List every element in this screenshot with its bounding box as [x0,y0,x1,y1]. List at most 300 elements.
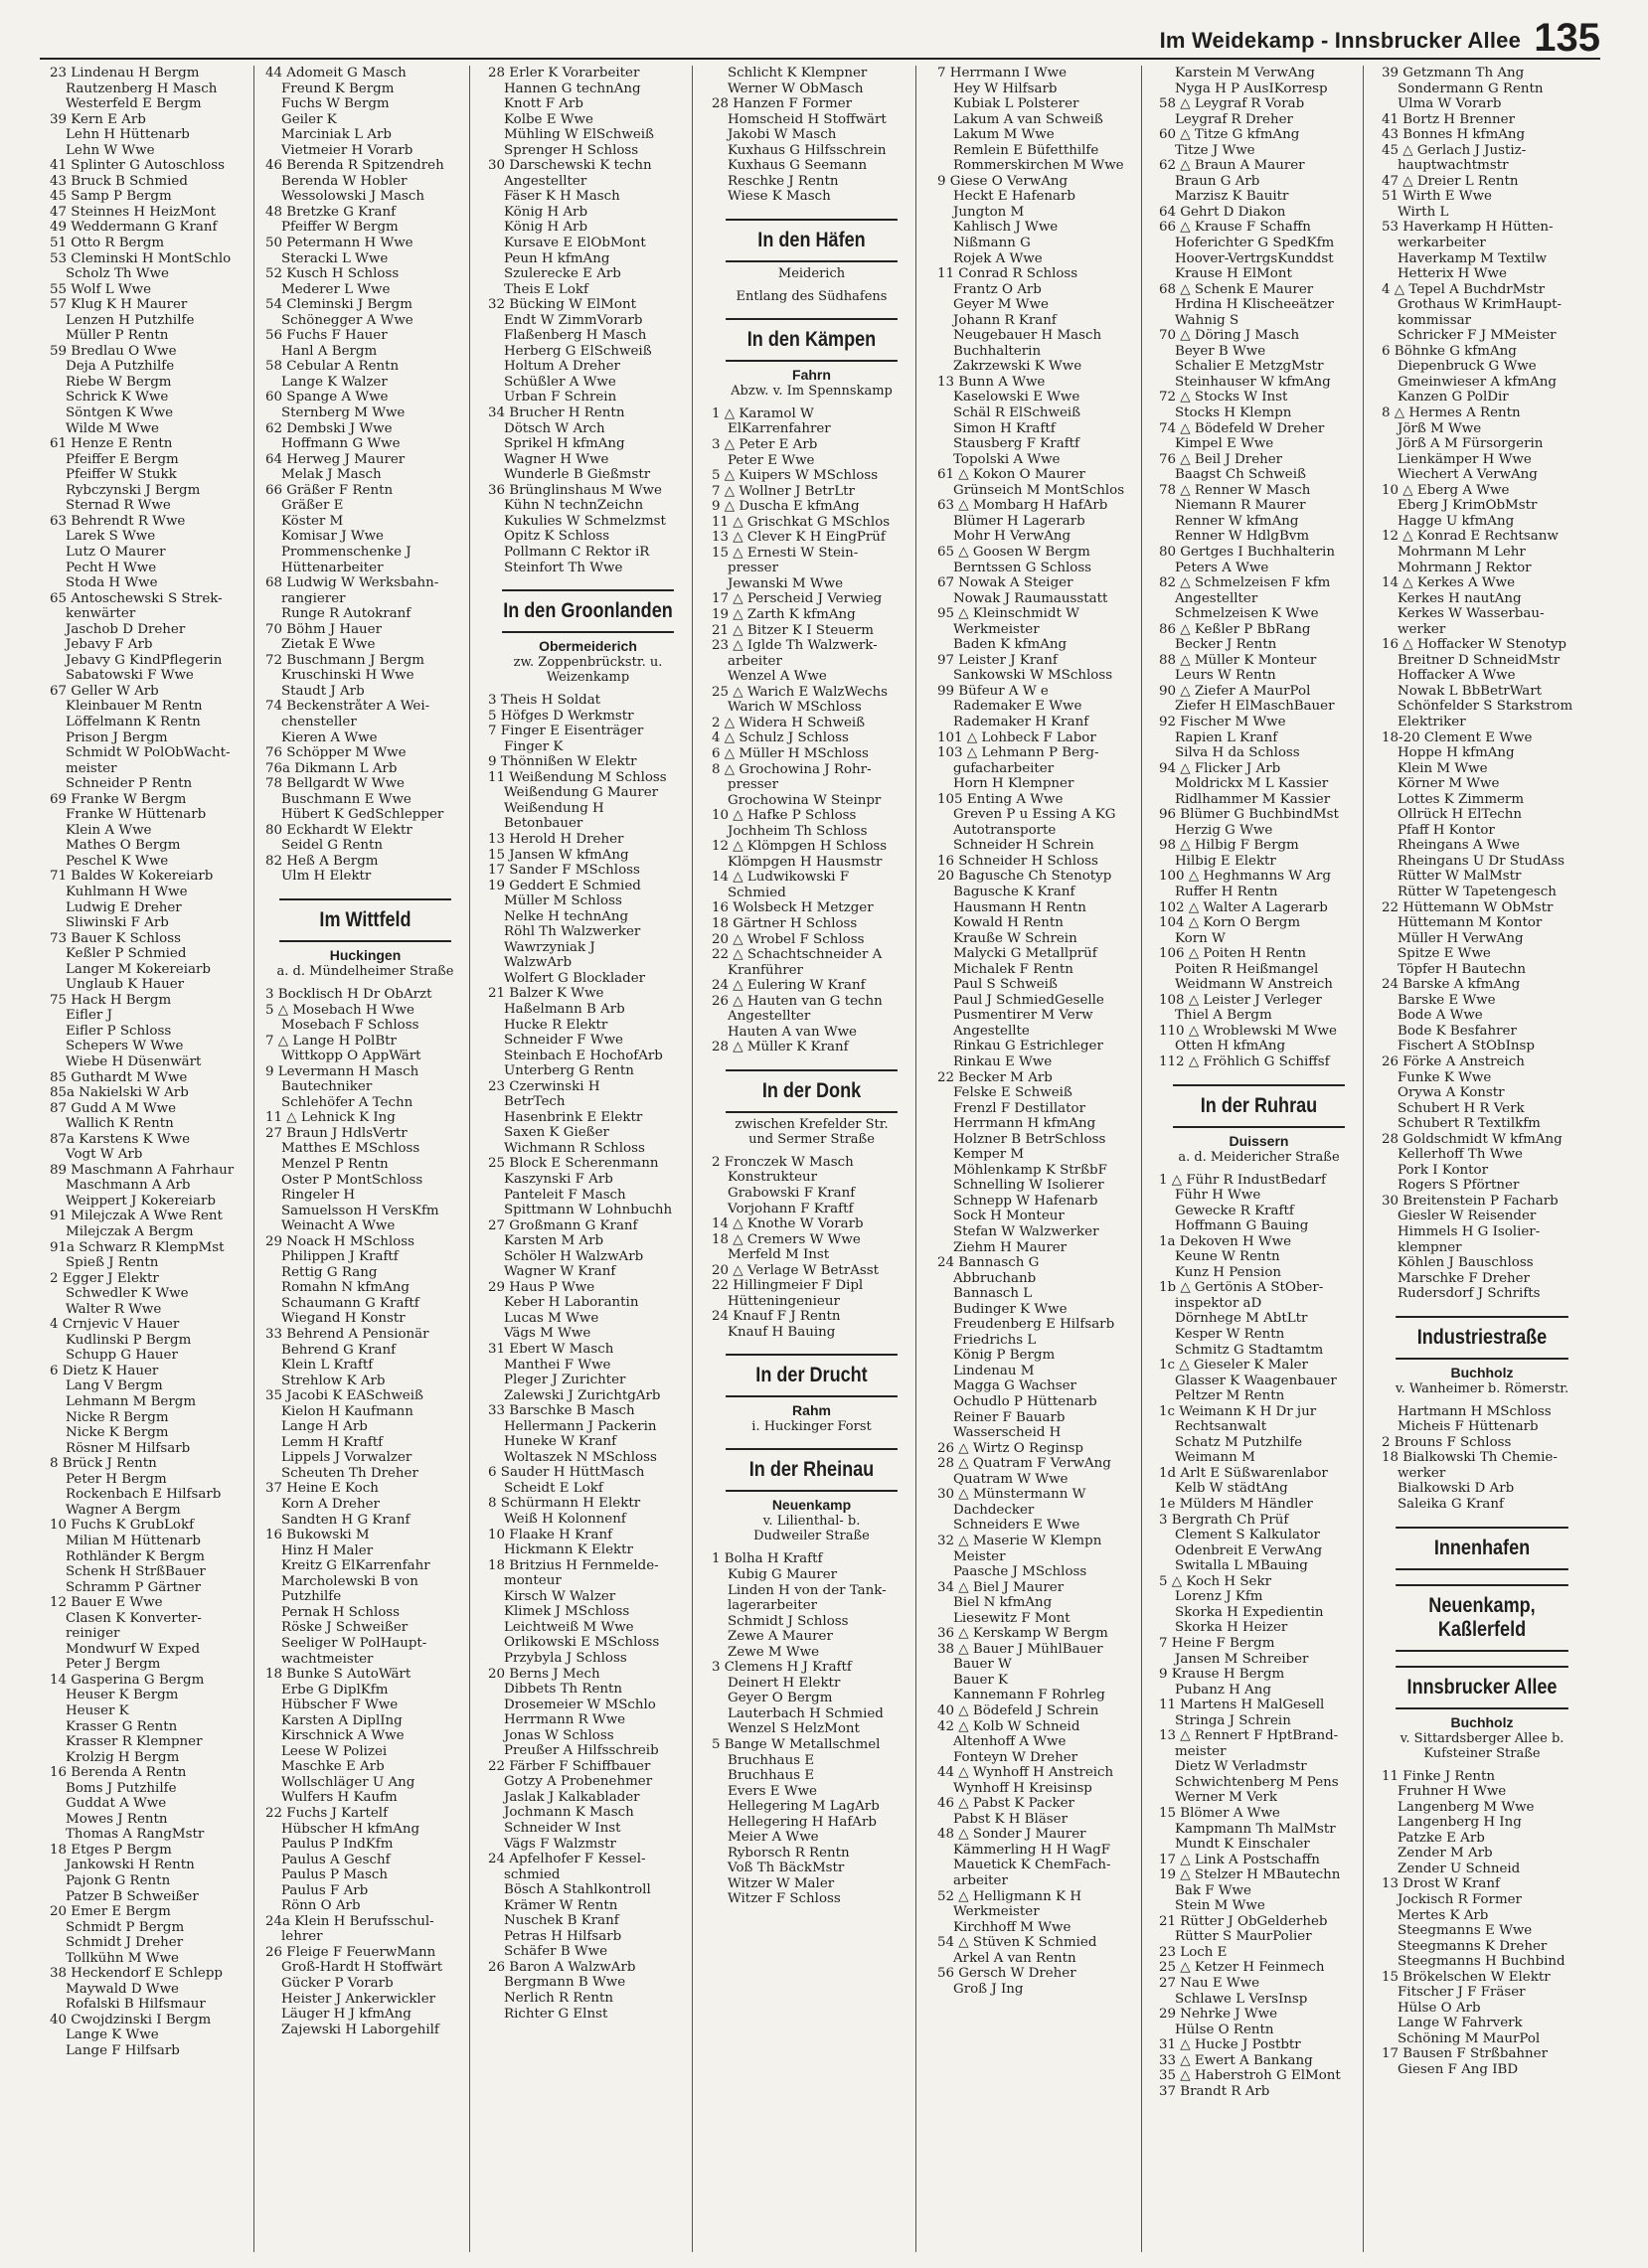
resident-entry: Kampmann Th MalMstr [1175,1821,1336,1837]
resident-entry: 28 Hanzen F Former [712,96,853,112]
resident-entry: Kanzen G PolDir [1398,390,1509,405]
resident-entry: kommissar [1398,312,1471,328]
resident-entry: Schenk H StrßBauer [66,1564,206,1580]
resident-entry: Barske E Wwe [1398,992,1496,1008]
resident-entry: wachtmeister [281,1651,374,1667]
resident-entry: Peters A Wwe [1175,560,1269,575]
resident-entry: 98 △ Hilbig F Bergm [1159,838,1299,854]
resident-entry: 12 △ Klömpgen H Schloss [712,839,888,855]
resident-entry: lehrer [281,1929,323,1945]
resident-entry: 2 Brouns F Schloss [1382,1434,1512,1450]
resident-entry: 5 Höfges D Werkmstr [488,708,634,724]
resident-entry: 1 Bolha H Kraftf [712,1551,823,1567]
resident-entry: Mühling W ElSchweiß [504,127,654,143]
page-header [40,14,1600,60]
resident-entry: Dachdecker [953,1502,1035,1518]
resident-entry: 55 Wolf L Wwe [50,281,152,297]
resident-entry: 46 △ Pabst K Packer [937,1796,1074,1812]
resident-entry: Greven P u Essing A KG [953,807,1116,823]
resident-entry: Schneider H Schrein [953,838,1094,854]
resident-entry: Heuser K Bergm [66,1688,179,1703]
resident-entry: Horn H Klempner [953,776,1074,792]
resident-entry: Dötsch W Arch [504,420,605,436]
resident-entry: 39 Kern E Arb [50,111,146,127]
resident-entry: Schäl R ElSchweiß [953,405,1081,421]
resident-entry: 49 Weddermann G Kranf [50,220,218,236]
resident-entry: Steegmanns H Buchbind [1398,1954,1566,1970]
resident-entry: Rheingans U Dr StudAss [1398,853,1565,869]
resident-entry: 15 Jansen W kfmAng [488,847,629,863]
resident-entry: Paulus P IndKfm [281,1837,394,1853]
street-heading: Im Wittfeld [279,898,451,942]
resident-entry: Rogers S Pförtner [1398,1178,1520,1194]
resident-entry: Lakum A van Schweiß [953,111,1103,127]
resident-entry: Fonteyn W Dreher [953,1749,1078,1765]
resident-entry: Schwichtenberg M Pens [1175,1774,1339,1790]
resident-entry: 7 △ Lange H PolBtr [265,1033,397,1049]
resident-entry: Spittmann W Lohnbuchh [504,1203,673,1218]
resident-entry: Kruschinski H Wwe [281,668,414,684]
street-heading: In der Rheinau [726,1448,898,1492]
resident-entry: 47 △ Dreier L Rentn [1382,173,1519,189]
resident-entry: Keber H Laborantin [504,1295,639,1311]
resident-entry: Hilbig E Elektr [1175,853,1276,869]
resident-entry: inspektor aD [1175,1295,1262,1311]
resident-entry: Hagge U kfmAng [1398,513,1515,529]
resident-entry: Manthei F Wwe [504,1357,611,1373]
resident-entry: Patzer B Schweißer [66,1888,199,1904]
resident-entry: Weißendung G Maurer [504,785,659,801]
resident-entry: 99 Büfeur A W e [937,683,1049,699]
resident-entry: Rettig G Rang [281,1264,378,1280]
resident-entry: 74 Beckenstråter A Wei- [265,699,430,715]
resident-entry: Köhlen J Bauschloss [1398,1255,1534,1271]
resident-entry: Hülse O Rentn [1175,2022,1274,2037]
resident-entry: 40 Cwojdzinski I Bergm [50,2012,212,2027]
resident-entry: Prison J Bergm [66,729,168,745]
resident-entry: Schwedler K Wwe [66,1286,189,1302]
resident-entry: Leese W Polizei [281,1743,388,1759]
resident-entry: Haßelmann B Arb [504,1001,625,1017]
resident-entry: Wollschläger U Ang [281,1774,415,1790]
resident-entry: Melak J Masch [281,467,382,483]
resident-entry: Wittkopp O AppWärt [281,1049,421,1064]
resident-entry: Geiler K [281,111,337,127]
resident-entry: Weippert J Kokereiarb [66,1193,216,1209]
resident-entry: 91 Milejczak A Wwe Rent [50,1209,223,1224]
resident-entry: Eifler P Schloss [66,1023,172,1039]
resident-entry: Peun H kfmAng [504,250,610,266]
resident-entry: Michalek F Rentn [953,961,1073,977]
resident-entry: 18 Gärtner H Schloss [712,915,858,931]
resident-entry: 28 Goldschmidt W kfmAng [1382,1131,1563,1147]
resident-entry: Werner M Verk [1175,1790,1278,1806]
resident-entry: Mederer L Wwe [281,281,391,297]
resident-entry: Steracki L Wwe [281,250,389,266]
resident-entry: Peter H Bergm [66,1471,167,1487]
resident-entry: Schneiders E Wwe [953,1518,1080,1534]
resident-entry: Spieß J Rentn [66,1255,159,1271]
resident-entry: 78 △ Renner W Masch [1159,482,1311,498]
resident-entry: Klömpgen H Hausmstr [728,854,883,870]
resident-entry: 3 Clemens H J Kraftf [712,1660,852,1676]
resident-entry: 21 △ Bitzer K I Steuerm [712,622,874,638]
resident-entry: Jewanski M Wwe [728,575,844,591]
resident-entry: 11 △ Grischkat G MSchlos [712,514,891,530]
resident-entry: Wirth L [1398,204,1449,220]
directory-column [482,66,693,2252]
resident-entry: 10 △ Eberg A Wwe [1382,482,1510,498]
resident-entry: 52 △ Helligmann K H [937,1888,1081,1904]
resident-entry: Betonbauer [504,816,583,832]
resident-entry: 47 Steinnes H HeizMont [50,204,217,220]
resident-entry: Rockenbach E Hilfsarb [66,1487,222,1503]
resident-entry: Prommenschenke J [281,544,412,560]
resident-entry: Fruhner H Wwe [1398,1784,1507,1800]
resident-entry: 5 △ Kuipers W MSchloss [712,468,879,484]
resident-entry: 1c Weimann K H Dr jur [1159,1403,1317,1419]
resident-entry: 13 △ Rennert F HptBrand- [1159,1728,1339,1744]
resident-entry: 67 Geller W Arb [50,683,159,699]
resident-entry: 15 Brökelschen W Elektr [1382,1969,1551,1985]
street-heading: Neuenkamp, Kaßlerfeld [1396,1584,1568,1652]
spacer [712,399,911,406]
resident-entry: 11 Weißendung M Schloss [488,769,667,785]
resident-entry: Weidmann W Anstreich [1175,977,1333,993]
resident-entry: 24 Barske A kfmAng [1382,977,1521,993]
resident-entry: 105 Enting A Wwe [937,791,1064,807]
resident-entry: Freund K Bergm [281,81,395,96]
resident-entry: 37 Heine E Koch [265,1481,379,1497]
resident-entry: Rofalski B Hilfsmaur [66,1997,206,2013]
resident-entry: 92 Fischer M Wwe [1159,714,1286,729]
resident-entry: 38 Heckendorf E Schlepp [50,1966,223,1982]
resident-entry: Löffelmann K Rentn [66,714,201,729]
resident-entry: 53 Haverkamp H Hütten- [1382,220,1554,236]
resident-entry: Stringa J Schrein [1175,1712,1291,1728]
resident-entry: Schubert H R Verk [1398,1100,1525,1116]
resident-entry: Scholz Th Wwe [66,266,169,282]
resident-entry: 96 Blümer G BuchbindMst [1159,807,1339,823]
resident-entry: 43 Bruck B Schmied [50,173,188,189]
resident-entry: Scheuten Th Dreher [281,1465,418,1481]
resident-entry: 48 △ Sonder J Maurer [937,1827,1086,1843]
resident-entry: Kirschnick A Wwe [281,1728,405,1744]
resident-entry: Köster M [281,513,344,529]
resident-entry: Pfeiffer W Stukk [66,467,177,483]
resident-entry: 18 Bunke S AutoWärt [265,1667,412,1683]
resident-entry: Müller M Schloss [504,893,622,909]
resident-entry: 5 △ Koch H Sekr [1159,1573,1271,1589]
resident-entry: Hausmann H Rentn [953,899,1086,915]
resident-entry: 21 Balzer K Wwe [488,986,604,1002]
resident-entry: Stausberg F Kraftf [953,436,1079,452]
resident-entry: Krasser G Rentn [66,1718,178,1734]
resident-entry: 70 △ Döring J Masch [1159,328,1300,344]
resident-entry: 28 Erler K Vorarbeiter [488,66,640,81]
resident-entry: Drosemeier W MSchlo [504,1697,656,1712]
resident-entry: Sock H Monteur [953,1209,1065,1224]
resident-entry: Kemper M [953,1147,1025,1163]
resident-entry: Kunz H Pension [1175,1264,1282,1280]
resident-entry: Diepenbruck G Wwe [1398,359,1537,375]
resident-entry: Romahn N kfmAng [281,1280,410,1296]
resident-entry: Karsten A DiplIng [281,1712,403,1728]
resident-entry: 23 △ Iglde Th Walzwerk- [712,638,878,654]
resident-entry: 58 △ Leygraf R Vorab [1159,96,1305,112]
resident-entry: Jansen M Schreiber [1175,1651,1309,1667]
resident-entry: Behrend G Kranf [281,1342,397,1358]
resident-entry: Kerkes W Wasserbau- [1398,606,1545,622]
resident-entry: Mohrmann M Lehr [1398,544,1526,560]
resident-entry: 9 Thönnißen W Elektr [488,754,637,770]
resident-entry: 63 Behrendt R Wwe [50,513,186,529]
resident-entry: Komisar J Wwe [281,529,384,545]
resident-entry: Sternad R Wwe [66,498,171,514]
resident-entry: 25 Block E Scherenmann [488,1156,659,1172]
resident-entry: rangierer [281,590,346,606]
resident-entry: 23 Loch E [1159,1944,1228,1960]
resident-entry: Nowak L BbBetrWart [1398,683,1543,699]
resident-entry: 87 Gudd A M Wwe [50,1100,177,1116]
resident-entry: Ludwig E Dreher [66,899,182,915]
resident-entry: 29 Noack H MSchloss [265,1233,414,1249]
resident-entry: Stefan W Walzwerker [953,1224,1099,1240]
resident-entry: 91a Schwarz R KlempMst [50,1239,225,1255]
resident-entry: Unglaub K Hauer [66,977,185,993]
resident-entry: Berntssen G Schloss [953,560,1092,575]
street-note: Dudweiler Straße [753,1529,870,1544]
resident-entry: Mondwurf W Exped [66,1641,201,1657]
resident-entry: 23 Lindenau H Bergm [50,66,200,81]
resident-entry: Hucke R Elektr [504,1017,608,1033]
resident-entry: 51 Otto R Bergm [50,236,165,251]
resident-entry: Zietak E Wwe [281,637,376,653]
resident-entry: Mertes K Arb [1398,1907,1489,1923]
resident-entry: Jakobi W Masch [728,127,837,143]
resident-entry: Jonas W Schloss [504,1727,614,1743]
resident-entry: Rechtsanwalt [1175,1419,1267,1435]
resident-entry: Rheingans A Wwe [1398,838,1520,854]
resident-entry: 36 △ Kerskamp W Bergm [937,1626,1108,1642]
resident-entry: 69 Franke W Bergm [50,791,187,807]
resident-entry: 73 Bauer K Schloss [50,930,181,946]
resident-entry: Angestellter [1175,590,1258,606]
resident-entry: Witzer F Schloss [728,1891,841,1907]
resident-entry: Wessolowski J Masch [281,189,425,205]
street-note: zwischen Krefelder Str. [735,1116,889,1132]
resident-entry: 76 Schöpper M Wwe [265,745,407,761]
resident-entry: werker [1398,621,1446,637]
resident-entry: Orlikowski E MSchloss [504,1635,660,1651]
resident-entry: Lange K Walzer [281,374,388,390]
resident-entry: Larek S Wwe [66,529,156,545]
resident-entry: Theis E Lokf [504,281,588,297]
resident-entry: Karsten M Arb [504,1233,604,1249]
resident-entry: Orywa A Konstr [1398,1085,1505,1101]
resident-entry: 62 △ Braun A Maurer [1159,158,1305,174]
resident-entry: Töpfer H Bautechn [1398,961,1527,977]
resident-entry: 27 Braun J HdlsVertr [265,1125,408,1141]
resident-entry: Samuelsson H VersKfm [281,1203,439,1218]
resident-entry: Steinfort Th Wwe [504,560,623,575]
resident-entry: Karstein M VerwAng [1175,66,1315,81]
resident-entry: 33 Behrend A Pensionär [265,1327,429,1343]
resident-entry: 17 △ Perscheid J Verwieg [712,591,883,607]
resident-entry: presser [728,777,778,793]
resident-entry: Maywald D Wwe [66,1981,179,1997]
resident-entry: Schmidt P Bergm [66,1919,185,1935]
resident-entry: 24 Apfelhofer F Kessel- [488,1852,646,1867]
resident-entry: 7 △ Wollner J BetrLtr [712,483,855,499]
resident-entry: 6 △ Müller H MSchloss [712,745,869,761]
resident-entry: Läuger H J kfmAng [281,2007,412,2023]
resident-entry: Milian M Hüttenarb [66,1533,201,1548]
resident-entry: Wawrzyniak J [504,939,595,955]
resident-entry: Rommerskirchen M Wwe [953,158,1124,174]
resident-entry: 32 △ Maserie W Klempn [937,1533,1102,1548]
resident-entry: Seeliger W PolHaupt- [281,1635,427,1651]
resident-entry: arbeiter [953,1872,1008,1888]
resident-entry: Warich W MSchloss [728,700,862,716]
resident-entry: Simon H Kraftf [953,420,1056,436]
resident-entry: Kaszynski F Arb [504,1172,613,1187]
resident-entry: Sliwinski F Arb [66,915,169,931]
resident-entry: Wenzel A Wwe [728,669,827,685]
resident-entry: Jungton M [953,204,1025,220]
resident-entry: Lemm H Kraftf [281,1434,384,1450]
resident-entry: 59 Bredlau O Wwe [50,343,177,359]
resident-entry: 2 Egger J Elektr [50,1270,159,1286]
resident-entry: Schlehöfer A Techn [281,1094,413,1110]
resident-entry: Neugebauer H Masch [953,328,1102,344]
resident-entry: Leygraf R Dreher [1175,111,1293,127]
street-note: a. d. Mündelheimer Straße [276,963,454,979]
resident-entry: 18-20 Clement E Wwe [1382,729,1533,745]
resident-entry: 65 △ Goosen W Bergm [937,544,1090,560]
resident-entry: Gotzy A Probenehmer [504,1774,653,1790]
resident-entry: Sankowski W MSchloss [953,668,1113,684]
resident-entry: Pusmentirer M Verw [953,1008,1093,1024]
resident-entry: Krämer W Rentn [504,1897,618,1913]
resident-entry: Kukulies W Schmelzmst [504,513,666,529]
resident-entry: Peter E Wwe [728,452,815,468]
resident-entry: Lehmann M Bergm [66,1394,197,1410]
resident-entry: monteur [504,1573,562,1589]
resident-entry: Richter G Elnst [504,2006,608,2022]
resident-entry: Kellerhoff Th Wwe [1398,1147,1523,1163]
resident-entry: Langenberg H Ing [1398,1815,1522,1831]
resident-entry: 87a Karstens K Wwe [50,1131,191,1147]
resident-entry: Rapien L Kranf [1175,729,1278,745]
directory-column [259,66,470,2252]
resident-entry: werkarbeiter [1398,236,1486,251]
spacer [712,1147,911,1155]
resident-entry: Steinhauser W kfmAng [1175,374,1331,390]
resident-entry: Hellermann J Packerin [504,1418,657,1434]
resident-entry: Rönn O Arb [281,1898,361,1914]
resident-entry: Lorenz J Kfm [1175,1589,1263,1605]
street-note: Meiderich [777,265,846,281]
resident-entry: Bruchhaus E [728,1752,815,1768]
resident-entry: WalzwArb [504,955,573,971]
resident-entry: Lauterbach H Schmied [728,1705,884,1721]
resident-entry: Ulma W Vorarb [1398,96,1502,112]
resident-entry: Korn A Dreher [281,1497,380,1513]
resident-entry: 41 Splinter G Autoschloss [50,158,225,174]
resident-entry: Spitze E Wwe [1398,946,1491,962]
resident-entry: 36 Brünglinshaus M Wwe [488,482,662,498]
resident-entry: Schalier E MetzgMstr [1175,359,1324,375]
resident-entry: Kranführer [728,962,803,978]
resident-entry: 19 △ Stelzer H MBautechn [1159,1867,1341,1883]
resident-entry: Huneke W Kranf [504,1434,617,1450]
resident-entry: 72 △ Stocks W Inst [1159,390,1288,405]
resident-entry: 27 Großmann G Kranf [488,1217,638,1233]
resident-entry: Weiß H Kolonnenf [504,1512,626,1528]
resident-entry: Pubanz H Ang [1175,1682,1271,1698]
resident-entry: Milejczak A Bergm [66,1224,194,1240]
resident-entry: Lindenau M [953,1363,1035,1378]
resident-entry: Söntgen K Wwe [66,405,174,421]
resident-entry: Klein A Wwe [66,822,152,838]
resident-entry: 21 Rütter J ObGelderheb [1159,1913,1328,1929]
resident-entry: Tollkühn M Wwe [66,1950,179,1966]
resident-entry: Voß Th BäckMstr [728,1861,845,1876]
street-heading: In den Häfen [726,219,898,262]
street-note: i. Huckinger Forst [751,1419,872,1435]
resident-entry: 5 △ Mosebach H Wwe [265,1002,414,1018]
resident-entry: Evers E Wwe [728,1783,817,1799]
resident-entry: Altenhoff A Wwe [953,1734,1067,1750]
resident-entry: Lippels J Vorwalzer [281,1450,412,1466]
resident-entry: 86 △ Keßler P BbRang [1159,621,1311,637]
resident-entry: 90 △ Ziefer A MaurPol [1159,683,1311,699]
resident-entry: Paul S Schweiß [953,977,1058,993]
resident-entry: Krauße W Schrein [953,930,1077,946]
district-name: Neuenkamp [771,1497,852,1514]
street-note: v. Lilienthal- b. [762,1514,861,1530]
resident-entry: Deja A Putzhilfe [66,359,175,375]
resident-entry: Buschmann E Wwe [281,791,412,807]
district-name: Rahm [792,1402,831,1419]
resident-entry: 76a Dikmann L Arb [265,760,398,776]
resident-entry: Jochmann K Masch [504,1805,634,1821]
resident-entry: Petras H Hilfsarb [504,1928,622,1944]
resident-entry: 64 Gehrt D Diakon [1159,204,1286,220]
resident-entry: Grothaus W KrimHaupt- [1398,297,1563,313]
resident-entry: Becker J Rentn [1175,637,1277,653]
resident-entry: Zender M Arb [1398,1846,1493,1862]
resident-entry: Peter J Bergm [66,1657,161,1673]
resident-entry: Rütter S MaurPolier [1175,1929,1312,1945]
resident-entry: 56 Gersch W Dreher [937,1966,1076,1982]
resident-entry: 112 △ Fröhlich G Schiffsf [1159,1054,1330,1069]
resident-entry: 40 △ Bödefeld J Schrein [937,1702,1099,1718]
resident-entry: Stein M Wwe [1175,1898,1265,1914]
resident-entry: Nyga H P AusIKorresp [1175,81,1328,96]
resident-entry: 22 Fuchs J Kartelf [265,1805,389,1821]
resident-entry: Hüttemann M Kontor [1398,915,1543,931]
resident-entry: 30 Breitenstein P Facharb [1382,1193,1559,1209]
resident-entry: Hoffacker A Wwe [1398,668,1516,684]
resident-entry: chensteller [281,714,357,729]
resident-entry: 70 Böhm J Hauer [265,621,383,637]
resident-entry: Riebe W Bergm [66,374,172,390]
resident-entry: Sternberg M Wwe [281,405,406,421]
resident-entry: Werkmeister [953,621,1040,637]
resident-entry: 25 △ Ketzer H Feinmech [1159,1960,1325,1976]
